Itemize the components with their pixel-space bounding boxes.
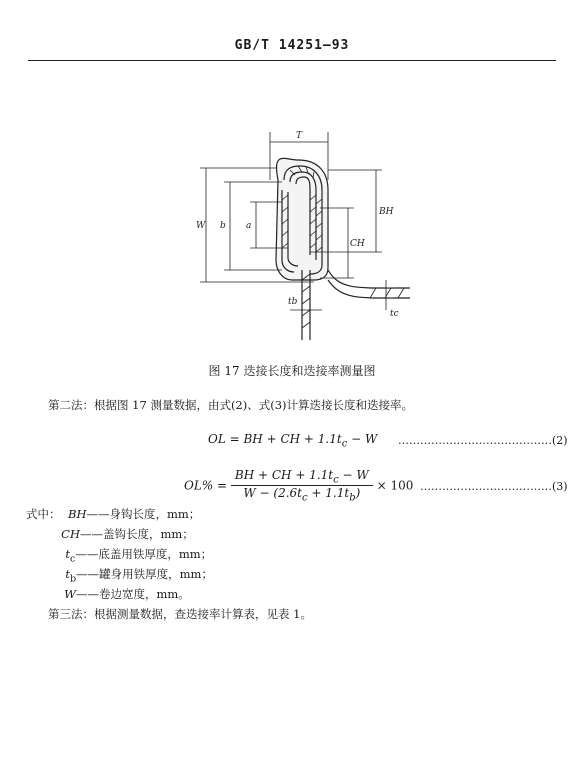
seam-diagram [180, 120, 420, 350]
formula-3-dots: ………………………………(3) [420, 480, 568, 493]
label-tb: tb [288, 297, 298, 307]
definition-row: 式中： BH——身钩长度，mm； [26, 507, 201, 521]
method2-intro: 第二法：根据图 17 测量数据，由式(2)、式(3)计算迭接长度和迭接率。 [48, 398, 414, 412]
label-BH: BH [379, 207, 394, 217]
label-tc: tc [390, 309, 399, 319]
formula-2 [208, 432, 377, 449]
formula-3-fraction [231, 468, 373, 504]
definition-row: CH——盖钩长度，mm； [61, 527, 194, 541]
formula-3-times: × 100 [376, 478, 414, 493]
formula-2-lhs: OL = BH + CH + 1.1t [208, 432, 342, 446]
formula-3-lhs: OL% = [184, 478, 231, 493]
definition-row: $t_c——$底盖用铁厚度，mm； [65, 547, 213, 565]
formula-2-tail: − W [347, 432, 378, 446]
formula-3-denominator: $W - (2.6t_c + 1.1t_b)$ [243, 486, 361, 504]
figure-caption: 图 17 迭接长度和迭接率测量图 [208, 364, 376, 378]
header-rule [28, 60, 556, 61]
definitions-lead: 式中： [26, 507, 61, 521]
page-header: GB/T 14251—93 [234, 38, 350, 53]
definition-row: W——卷边宽度，mm。 [64, 587, 190, 601]
label-W: W [196, 221, 206, 231]
definition-row: $t_b——$罐身用铁厚度，mm； [65, 567, 213, 585]
formula-2-sub: c [341, 438, 348, 450]
label-CH: CH [350, 239, 365, 249]
formula-2-dots: ……………………………………(2) [398, 434, 568, 447]
formula-3-numerator: BH + CH + $1.1t_c - W$ [231, 468, 373, 486]
method3-text: 第三法：根据测量数据，查迭接率计算表，见表 1。 [48, 607, 312, 621]
label-a: a [246, 221, 252, 231]
label-b: b [220, 221, 226, 231]
label-T: T [296, 131, 303, 141]
formula-3 [184, 468, 413, 504]
